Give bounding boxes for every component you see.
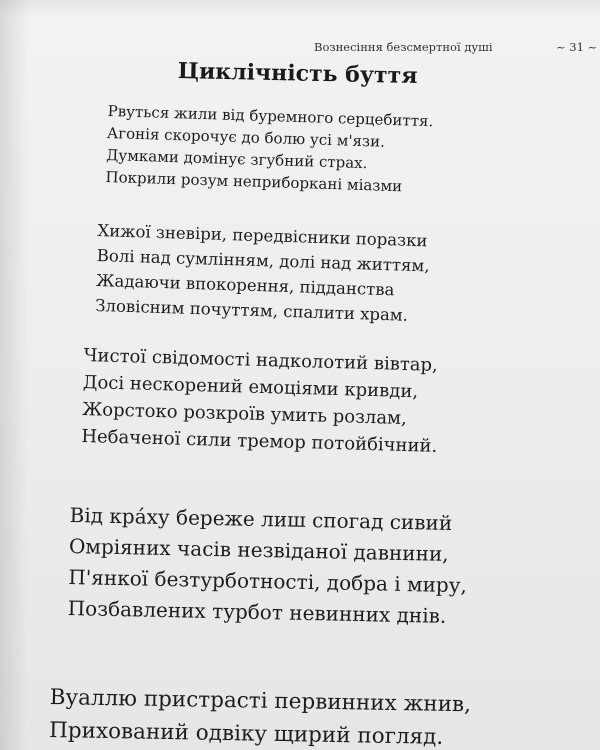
poem-line: Позбавлених турбот невинних днів.	[67, 595, 447, 628]
stanza-2	[95, 218, 431, 328]
poem-line: Вуаллю пристрасті первинних жнив,	[49, 684, 472, 718]
stanza-3	[81, 342, 440, 460]
stanza-1	[105, 100, 433, 198]
running-header	[314, 40, 598, 54]
stanza-4	[67, 500, 468, 632]
poem-line: Небаченої сили тремор потойбічний.	[81, 425, 438, 457]
page-gutter-shadow	[0, 0, 28, 750]
poem-line: Волі над сумлінням, долі над життям,	[96, 245, 430, 276]
poem-line: Покрили розум неприборкані міазми	[105, 167, 403, 196]
poem-line: Від кра́ху береже лиш спогад сивий	[69, 502, 453, 536]
poem-line: Жорстоко розкроїв умить розлам,	[81, 398, 408, 430]
poem-line: Досі нескорений емоціями кривди,	[82, 371, 419, 403]
poem-line: Думками домінує згубний страх.	[105, 145, 368, 173]
poem-line: Рвуться жили від буремного серцебиття.	[107, 101, 434, 131]
poem-line: Прихований одвіку щирий погляд.	[48, 717, 444, 750]
poem-line: Чистої свідомості надколотий вівтар,	[83, 344, 439, 376]
poem-line: Хижої зневіри, передвісники поразки	[97, 220, 428, 251]
page-number: ~ 31 ~	[556, 40, 598, 54]
poem-line: П'янкої безтурботності, добра і миру,	[68, 564, 468, 598]
poem-line: Жадаючи впокорення, підданства	[95, 270, 395, 300]
poem-line: Агонія скорочує до болю усі м'язи.	[106, 123, 386, 151]
poem-line: Омріяних часів незвіданої давнини,	[68, 533, 449, 566]
stanza-5	[49, 681, 471, 750]
page-top-shadow	[0, 0, 600, 18]
poem-line: Зловісним почуттям, спалити храм.	[94, 295, 409, 325]
poem-title: Циклічність буття	[177, 58, 418, 90]
running-header-title: Вознесіння безсмертної душі	[314, 40, 493, 54]
